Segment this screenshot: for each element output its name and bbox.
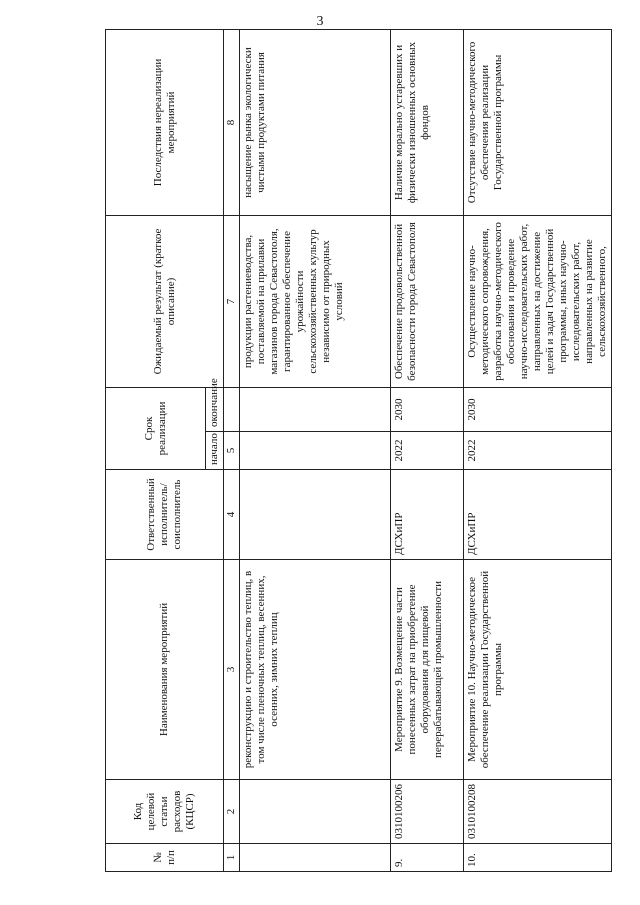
table-row (464, 29, 612, 871)
header-num: № п/п (106, 844, 224, 872)
cell-start: 2022 (464, 432, 612, 470)
cell-name: Мероприятие 9. Возмещение части понесенных затрат на приобретение оборудования для пищевой перерабатывающей промышленности (391, 560, 464, 780)
cell-end: 2030 (464, 387, 612, 431)
cell-num: 9. (391, 844, 464, 872)
page-number: 3 (316, 14, 324, 29)
column-number-row (224, 29, 240, 871)
column-number (224, 387, 240, 431)
cell-end: 2030 (391, 387, 464, 431)
activities-table (105, 29, 612, 872)
cell-name: реконструкцию и строительство теплиц, в том числе пленочных теплиц, весенних, осенних, зимних теплиц (240, 560, 391, 780)
cell-code: 0310100206 (391, 780, 464, 844)
header-consequences: Последствия нереализации мероприятий (106, 29, 224, 215)
cell-responsible (240, 470, 391, 560)
header-code: Код целевой статьи расходов (КЦСР) (106, 780, 224, 844)
cell-num: 10. (464, 844, 612, 872)
cell-consequences: Наличие морально устаревших и физически изношенных основных фондов (391, 29, 464, 215)
cell-name: Мероприятие 10. Научно-методическое обеспечение реализации Государственной программы (464, 560, 612, 780)
header-start: начало (206, 432, 224, 470)
header-name: Наименования мероприятий (106, 560, 224, 780)
column-number: 8 (224, 29, 240, 215)
cell-consequences: насыщение рынка экологически чистыми продуктами питания (240, 29, 391, 215)
column-number: 3 (224, 560, 240, 780)
header-term: Срок реализации (106, 387, 206, 469)
cell-code (240, 780, 391, 844)
table-row (240, 29, 391, 871)
table-row (391, 29, 464, 871)
column-number: 1 (224, 844, 240, 872)
header-responsible: Ответственный исполнитель/ соисполнитель (106, 470, 224, 560)
header-row (106, 29, 206, 871)
cell-end (240, 387, 391, 431)
cell-responsible: ДСХиПР (464, 470, 612, 560)
cell-consequences: Отсутствие научно-методического обеспечения реализации Государственной программы (464, 29, 612, 215)
cell-start: 2022 (391, 432, 464, 470)
cell-result: Осуществление научно-методического сопровождения, разработка научно-методического обоснования и проведение научно-исследовательских работ, направленных на достижение целей и задач Государственной программы, иных научно-исследовательских работ, направленных на развитие сельскохозяйственного, (464, 215, 612, 387)
cell-num (240, 844, 391, 872)
cell-start (240, 432, 391, 470)
header-end: окончание (206, 387, 224, 431)
cell-result: продукции растениеводства, поставляемой на прилавки магазинов города Севастополя, гарантированное обеспечение урожайности сельскохозяйственных культур независимо от природных условий (240, 215, 391, 387)
column-number: 4 (224, 470, 240, 560)
cell-responsible: ДСХиПР (391, 470, 464, 560)
column-number: 2 (224, 780, 240, 844)
column-number: 7 (224, 215, 240, 387)
header-result: Ожидаемый результат (краткое описание) (106, 215, 224, 387)
cell-result: Обеспечение продовольственной безопасности города Севастополя (391, 215, 464, 387)
cell-code: 0310100208 (464, 780, 612, 844)
rotated-table-container (105, 30, 608, 872)
column-number: 5 (224, 432, 240, 470)
